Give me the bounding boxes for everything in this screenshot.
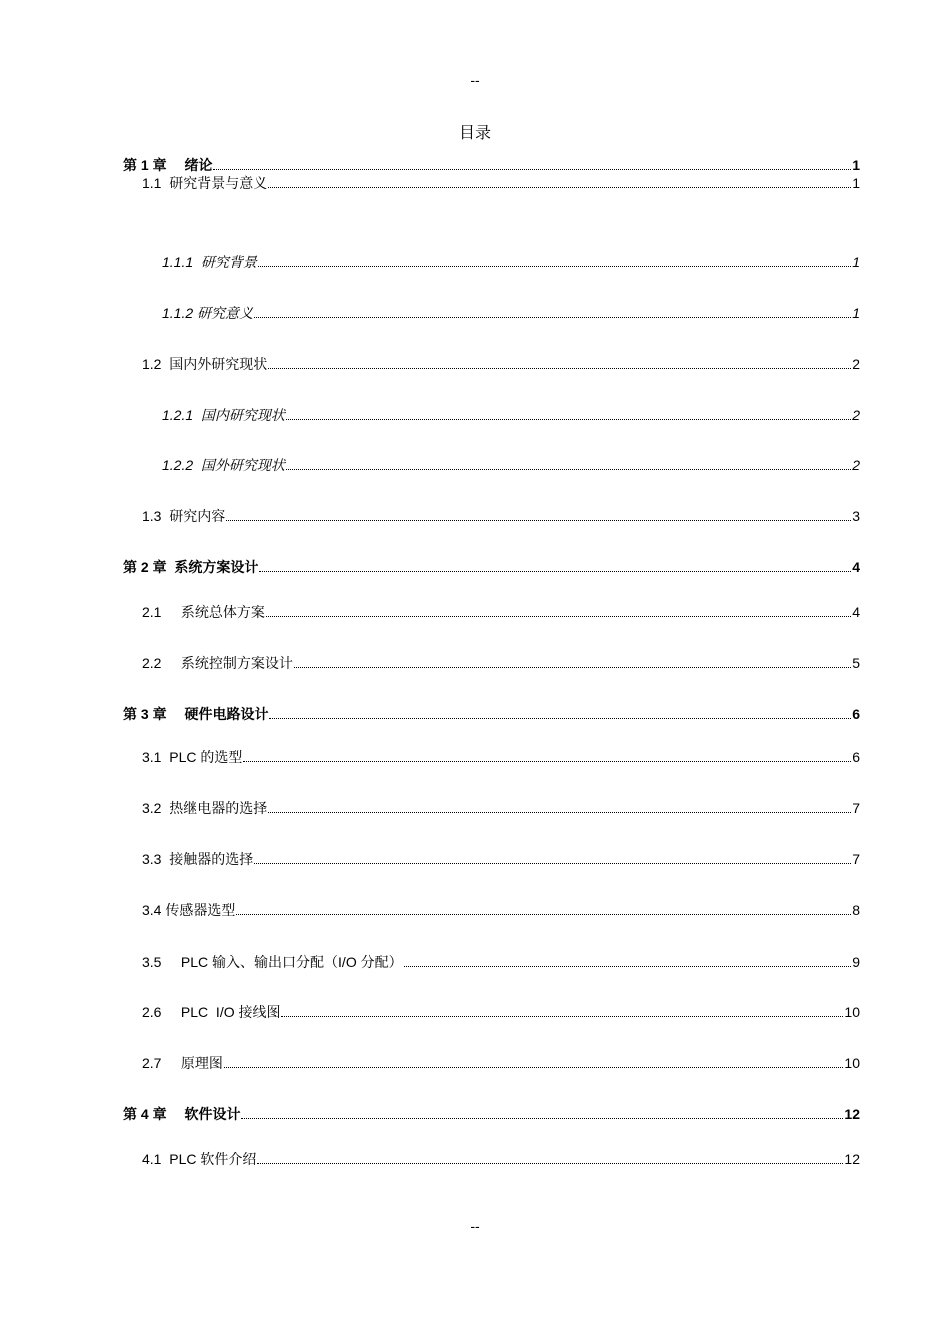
toc-entry-page: 10 bbox=[844, 1055, 860, 1071]
toc-entry[interactable] bbox=[0, 170, 950, 192]
toc-title: 目录 bbox=[458, 125, 491, 142]
toc-entry-page: 1 bbox=[852, 305, 860, 321]
toc-dot-leader bbox=[281, 1015, 843, 1017]
toc-entry[interactable] bbox=[0, 503, 950, 525]
toc-dot-leader bbox=[224, 1066, 844, 1068]
toc-entry-label: 4.1 PLC 软件介绍 bbox=[142, 1151, 257, 1167]
toc-entry[interactable] bbox=[0, 599, 950, 621]
toc-entry-label: 2.6 PLC I/O 接线图 bbox=[142, 1004, 281, 1020]
toc-dot-leader bbox=[254, 316, 851, 318]
toc-dot-leader bbox=[268, 367, 851, 369]
toc-entry-page: 5 bbox=[852, 655, 860, 671]
toc-entry-label: 1.1.1 研究背景 bbox=[162, 254, 257, 270]
toc-entry-label: 第 1 章 绪论 bbox=[123, 157, 213, 173]
toc-entry[interactable] bbox=[0, 1050, 950, 1072]
toc-entry-page: 10 bbox=[844, 1004, 860, 1020]
toc-dot-leader bbox=[404, 965, 852, 967]
toc-entry[interactable] bbox=[0, 249, 950, 271]
toc-entry-label: 3.5 PLC 输入、输出口分配（I/O 分配） bbox=[142, 954, 403, 970]
toc-entry-label: 3.4 传感器选型 bbox=[142, 902, 236, 918]
toc-dot-leader bbox=[258, 265, 851, 267]
toc-entry[interactable] bbox=[0, 300, 950, 322]
toc-entry-page: 9 bbox=[852, 954, 860, 970]
toc-entry-label: 1.2 国内外研究现状 bbox=[142, 356, 268, 372]
toc-entry-page: 12 bbox=[844, 1106, 860, 1122]
toc-entry[interactable] bbox=[0, 650, 950, 672]
toc-entry-page: 12 bbox=[844, 1151, 860, 1167]
toc-entry[interactable] bbox=[0, 949, 950, 971]
toc-entry-label: 3.1 PLC 的选型 bbox=[142, 749, 243, 765]
toc-entry-page: 4 bbox=[852, 559, 860, 575]
toc-entry-page: 7 bbox=[852, 851, 860, 867]
toc-entry-label: 第 3 章 硬件电路设计 bbox=[123, 706, 269, 722]
toc-dot-leader bbox=[268, 186, 851, 188]
toc-entry-label: 第 4 章 软件设计 bbox=[123, 1106, 241, 1122]
toc-entry[interactable] bbox=[0, 452, 950, 474]
toc-entry-page: 2 bbox=[852, 356, 860, 372]
toc-entry-page: 8 bbox=[852, 902, 860, 918]
toc-dot-leader bbox=[259, 570, 851, 572]
toc-entry-label: 2.2 系统控制方案设计 bbox=[142, 655, 293, 671]
toc-entry[interactable] bbox=[0, 701, 950, 723]
toc-dot-leader bbox=[257, 1162, 843, 1164]
toc-entry-label: 1.3 研究内容 bbox=[142, 508, 226, 524]
toc-dot-leader bbox=[266, 615, 851, 617]
toc-dot-leader bbox=[241, 1117, 843, 1119]
toc-entry[interactable] bbox=[0, 795, 950, 817]
toc-entry-label: 3.3 接触器的选择 bbox=[142, 851, 254, 867]
toc-entry-page: 6 bbox=[852, 706, 860, 722]
toc-entry[interactable] bbox=[0, 999, 950, 1021]
toc-entry-page: 7 bbox=[852, 800, 860, 816]
toc-entry[interactable] bbox=[0, 402, 950, 424]
toc-entry-label: 2.7 原理图 bbox=[142, 1055, 223, 1071]
toc-entry-page: 4 bbox=[852, 604, 860, 620]
page-header: -- bbox=[470, 72, 480, 88]
toc-entry-page: 1 bbox=[852, 254, 860, 270]
toc-entry-page: 6 bbox=[852, 749, 860, 765]
toc-dot-leader bbox=[243, 760, 851, 762]
toc-entry[interactable] bbox=[0, 554, 950, 576]
toc-entry-page: 2 bbox=[852, 407, 860, 423]
toc-entry[interactable] bbox=[0, 1101, 950, 1123]
toc-entry[interactable] bbox=[0, 744, 950, 766]
toc-entry-page: 1 bbox=[852, 157, 860, 173]
toc-dot-leader bbox=[236, 913, 851, 915]
toc-entry[interactable] bbox=[0, 897, 950, 919]
toc-entry[interactable] bbox=[0, 1146, 950, 1168]
toc-entry-label: 1.1 研究背景与意义 bbox=[142, 175, 268, 191]
toc-entry[interactable] bbox=[0, 846, 950, 868]
toc-entry-label: 1.1.2 研究意义 bbox=[162, 305, 254, 321]
toc-dot-leader bbox=[294, 666, 851, 668]
toc-entry-label: 3.2 热继电器的选择 bbox=[142, 800, 268, 816]
toc-dot-leader bbox=[268, 811, 851, 813]
toc-entry[interactable] bbox=[0, 351, 950, 373]
toc-entry-page: 3 bbox=[852, 508, 860, 524]
toc-entry-label: 1.2.2 国外研究现状 bbox=[162, 457, 285, 473]
toc-dot-leader bbox=[269, 717, 851, 719]
page-footer: -- bbox=[470, 1218, 480, 1234]
toc-dot-leader bbox=[286, 418, 851, 420]
toc-entry-label: 第 2 章 系统方案设计 bbox=[123, 559, 259, 575]
toc-dot-leader bbox=[226, 519, 851, 521]
toc-dot-leader bbox=[286, 468, 851, 470]
toc-entry-page: 2 bbox=[852, 457, 860, 473]
toc-entry-page: 1 bbox=[852, 175, 860, 191]
toc-entry-label: 2.1 系统总体方案 bbox=[142, 604, 265, 620]
toc-entry-label: 1.2.1 国内研究现状 bbox=[162, 407, 285, 423]
toc-dot-leader bbox=[254, 862, 851, 864]
